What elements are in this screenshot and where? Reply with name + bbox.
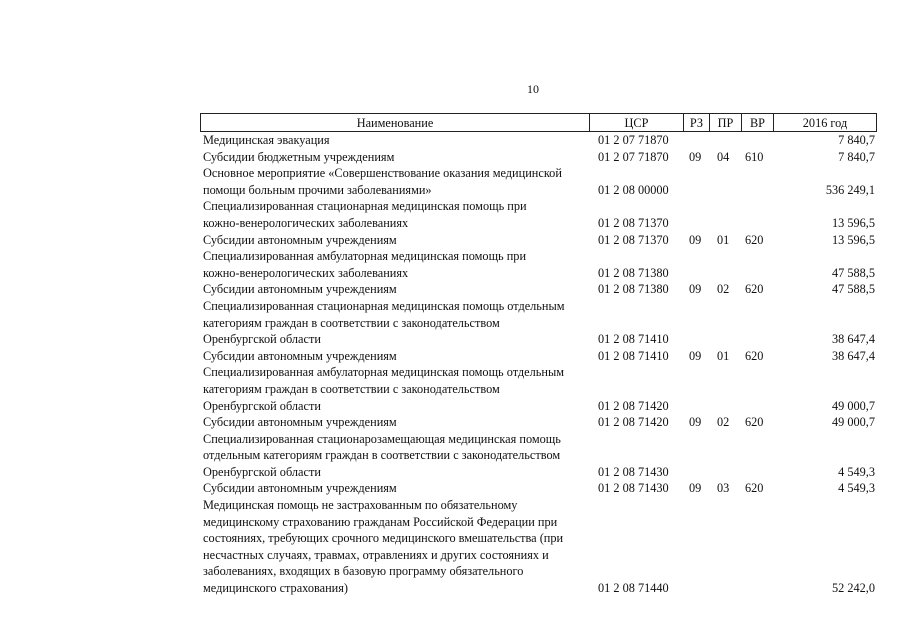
cell-name: помощи больным прочими заболеваниями» bbox=[203, 182, 432, 197]
table-row bbox=[200, 447, 877, 464]
table-row bbox=[200, 265, 877, 282]
cell-rz: 09 bbox=[689, 149, 702, 164]
cell-name: медицинского страхования) bbox=[203, 581, 349, 596]
cell-vr: 620 bbox=[745, 415, 764, 430]
table-row bbox=[200, 298, 877, 315]
table-row bbox=[200, 198, 877, 215]
cell-name: состояниях, требующих срочного медицинского вмешательства (при bbox=[203, 531, 564, 546]
cell-pr: 01 bbox=[717, 348, 730, 363]
header-year: 2016 год bbox=[773, 114, 876, 131]
table-row bbox=[200, 480, 877, 497]
cell-csr: 01 2 08 71410 bbox=[598, 332, 669, 347]
cell-name: Основное мероприятие «Совершенствование оказания медицинской bbox=[203, 166, 562, 181]
table-header bbox=[200, 113, 877, 132]
cell-name: Медицинская эвакуация bbox=[203, 133, 330, 147]
table-row bbox=[200, 514, 877, 531]
table-row bbox=[200, 232, 877, 249]
cell-pr: 02 bbox=[717, 282, 730, 297]
table-row bbox=[200, 547, 877, 564]
cell-csr: 01 2 08 71370 bbox=[598, 232, 669, 247]
cell-csr: 01 2 08 71380 bbox=[598, 282, 669, 297]
table-row bbox=[200, 431, 877, 448]
cell-name: кожно-венерологических заболеваниях bbox=[203, 265, 409, 280]
cell-name: категориям граждан в соответствии с законодательством bbox=[203, 315, 500, 330]
cell-value: 49 000,7 bbox=[831, 398, 875, 413]
cell-name: Медицинская помощь не застрахованным по обязательному bbox=[203, 498, 518, 513]
table-row bbox=[200, 132, 877, 149]
cell-value: 4 549,3 bbox=[838, 464, 875, 479]
cell-value: 7 840,7 bbox=[838, 149, 875, 164]
cell-name: Субсидии бюджетным учреждениям bbox=[203, 149, 395, 164]
cell-vr: 620 bbox=[745, 348, 764, 363]
cell-rz: 09 bbox=[689, 415, 702, 430]
cell-vr: 620 bbox=[745, 481, 764, 496]
cell-pr: 03 bbox=[717, 481, 730, 496]
cell-name: Субсидии автономным учреждениям bbox=[203, 348, 397, 363]
cell-name: Субсидии автономным учреждениям bbox=[203, 282, 397, 297]
table-row bbox=[200, 348, 877, 365]
table-row bbox=[200, 414, 877, 431]
cell-value: 4 549,3 bbox=[838, 481, 875, 496]
table-row bbox=[200, 281, 877, 298]
cell-value: 536 249,1 bbox=[825, 182, 875, 197]
table-row bbox=[200, 215, 877, 232]
cell-csr: 01 2 08 71420 bbox=[598, 398, 669, 413]
cell-name: Специализированная амбулаторная медицинская помощь отдельным bbox=[203, 365, 565, 380]
cell-name: Субсидии автономным учреждениям bbox=[203, 415, 397, 430]
cell-csr: 01 2 08 00000 bbox=[598, 182, 669, 197]
table-row bbox=[200, 182, 877, 199]
cell-pr: 02 bbox=[717, 415, 730, 430]
cell-pr: 04 bbox=[717, 149, 730, 164]
table-row bbox=[200, 497, 877, 514]
cell-name: Оренбургской области bbox=[203, 464, 321, 479]
table-row bbox=[200, 580, 877, 597]
cell-name: медицинскому страхованию гражданам Российской Федерации при bbox=[203, 514, 558, 529]
table-row bbox=[200, 530, 877, 547]
header-name: Наименование bbox=[356, 116, 434, 130]
cell-value: 13 596,5 bbox=[831, 215, 875, 230]
cell-name: отдельным категориям граждан в соответствии с законодательством bbox=[203, 448, 561, 463]
cell-value: 47 588,5 bbox=[831, 282, 875, 297]
header-vr: ВР bbox=[741, 114, 773, 131]
cell-vr: 620 bbox=[745, 232, 764, 247]
cell-value: 13 596,5 bbox=[831, 232, 875, 247]
cell-rz: 09 bbox=[689, 348, 702, 363]
cell-name: Оренбургской области bbox=[203, 332, 321, 347]
table-row bbox=[200, 381, 877, 398]
cell-name: несчастных случаях, травмах, отравлениях и других состояниях и bbox=[203, 547, 549, 562]
cell-name: Специализированная стационарозамещающая медицинская помощь bbox=[203, 431, 561, 446]
cell-name: Специализированная стационарная медицинская помощь отдельным bbox=[203, 298, 565, 313]
cell-csr: 01 2 08 71430 bbox=[598, 464, 669, 479]
cell-csr: 01 2 08 71430 bbox=[598, 481, 669, 496]
cell-name: Субсидии автономным учреждениям bbox=[203, 481, 397, 496]
cell-value: 38 647,4 bbox=[831, 348, 875, 363]
table-row bbox=[200, 364, 877, 381]
table-row bbox=[200, 331, 877, 348]
cell-value: 47 588,5 bbox=[831, 265, 875, 280]
cell-name: кожно-венерологических заболеваниях bbox=[203, 215, 409, 230]
table-row bbox=[200, 248, 877, 265]
table-row bbox=[200, 464, 877, 481]
header-rz: РЗ bbox=[683, 114, 709, 131]
table-body bbox=[200, 132, 877, 597]
page-number: 10 bbox=[527, 82, 539, 96]
table-row bbox=[200, 563, 877, 580]
cell-name: Специализированная амбулаторная медицинская помощь при bbox=[203, 249, 527, 264]
cell-name: категориям граждан в соответствии с законодательством bbox=[203, 381, 500, 396]
cell-value: 52 242,0 bbox=[831, 581, 875, 596]
cell-vr: 620 bbox=[745, 282, 764, 297]
cell-rz: 09 bbox=[689, 481, 702, 496]
header-csr: ЦСР bbox=[589, 114, 683, 131]
cell-csr: 01 2 08 71440 bbox=[598, 581, 669, 596]
cell-value: 49 000,7 bbox=[831, 415, 875, 430]
cell-pr: 01 bbox=[717, 232, 730, 247]
table-row bbox=[200, 315, 877, 332]
budget-table bbox=[200, 113, 877, 597]
cell-name: Специализированная стационарная медицинская помощь при bbox=[203, 199, 527, 214]
table-row bbox=[200, 165, 877, 182]
cell-csr: 01 2 07 71870 bbox=[598, 149, 669, 164]
table-row bbox=[200, 149, 877, 166]
cell-csr: 01 2 08 71420 bbox=[598, 415, 669, 430]
table-row bbox=[200, 398, 877, 415]
cell-csr: 01 2 08 71370 bbox=[598, 215, 669, 230]
cell-rz: 09 bbox=[689, 232, 702, 247]
cell-value: 38 647,4 bbox=[831, 332, 875, 347]
cell-csr: 01 2 08 71380 bbox=[598, 265, 669, 280]
cell-vr: 610 bbox=[745, 149, 764, 164]
cell-rz: 09 bbox=[689, 282, 702, 297]
cell-csr: 01 2 07 71870 bbox=[598, 133, 669, 147]
header-pr: ПР bbox=[709, 114, 741, 131]
cell-csr: 01 2 08 71410 bbox=[598, 348, 669, 363]
cell-name: заболеваниях, входящих в базовую программу обязательного bbox=[203, 564, 524, 579]
cell-value: 7 840,7 bbox=[838, 133, 875, 147]
cell-name: Субсидии автономным учреждениям bbox=[203, 232, 397, 247]
cell-name: Оренбургской области bbox=[203, 398, 321, 413]
